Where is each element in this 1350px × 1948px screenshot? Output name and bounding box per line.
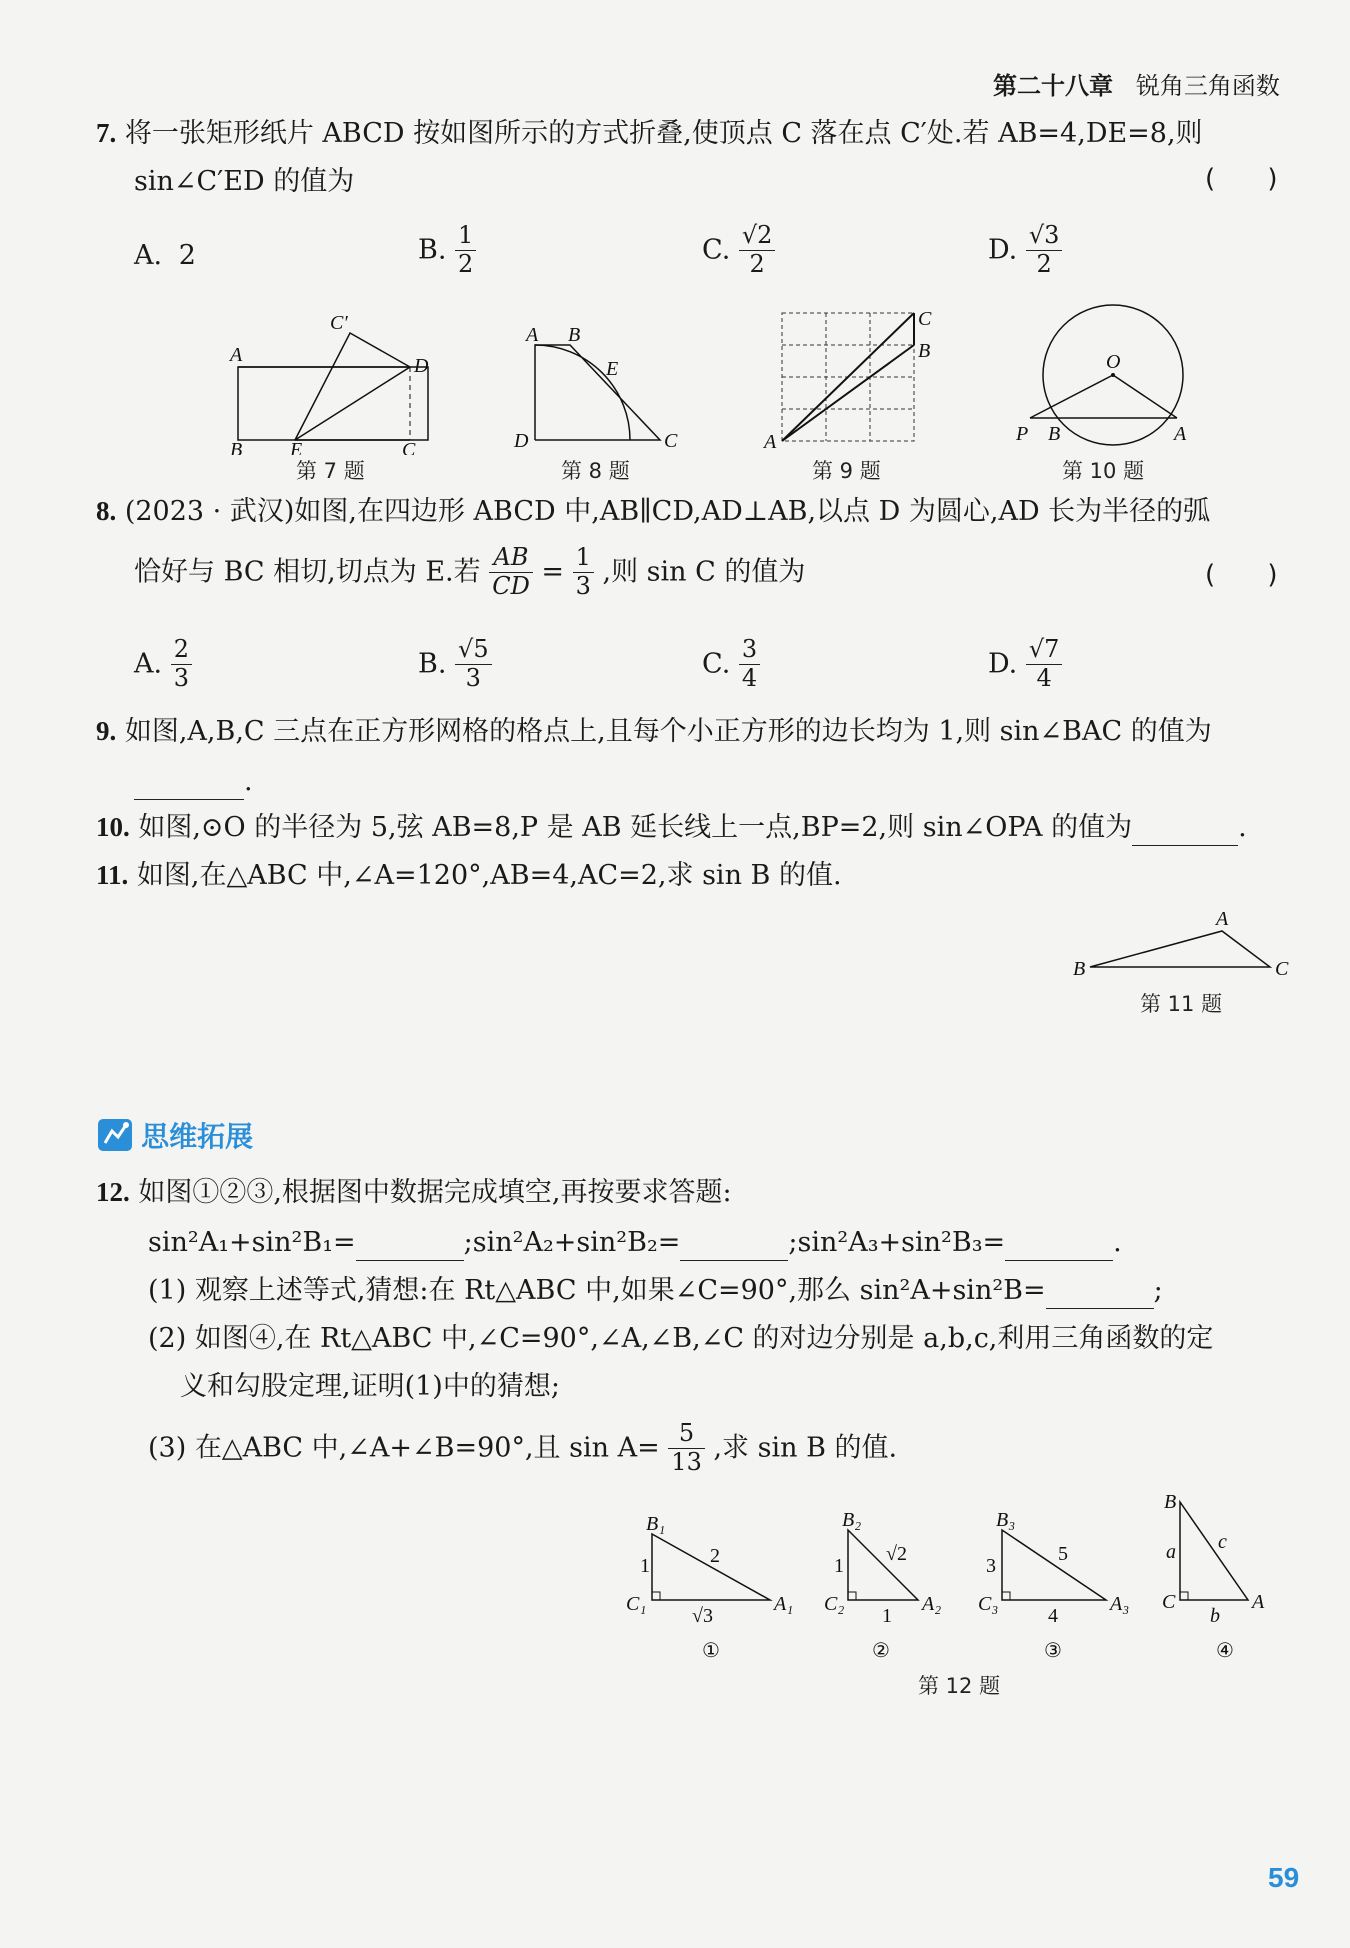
q7-number: 7.	[96, 118, 117, 148]
q7-option-a	[134, 240, 196, 271]
q8-option-a-frac: $\frac{2}{3}$	[171, 636, 192, 692]
q8-option-d	[988, 636, 1062, 692]
q12-blank-3[interactable]	[1005, 1225, 1113, 1261]
q7-option-c-label: C.	[702, 234, 731, 266]
q8-line2	[134, 544, 805, 600]
fig12-4-label-a: A	[1252, 1591, 1265, 1613]
q9-answer-blank[interactable]	[134, 764, 244, 800]
q7-option-d	[988, 222, 1062, 278]
q8-option-a-label: A.	[134, 648, 163, 680]
q8-answer-paren: ( )	[1205, 560, 1300, 590]
q7-option-a-label: A.	[134, 240, 163, 271]
fig12-3-side-3: 4	[1048, 1605, 1058, 1627]
q12-intro-line	[96, 1175, 732, 1210]
fig7-label-b: B	[230, 439, 243, 455]
fig12-2-mark: ②	[872, 1640, 890, 1662]
fig8-label-b: B	[568, 324, 581, 346]
section-title: 思维拓展	[141, 1120, 254, 1153]
section-header	[96, 1115, 253, 1155]
fig12-4-label-b: B	[1164, 1491, 1177, 1513]
q12-part-2-line2: 义和勾股定理,证明(1)中的猜想;	[180, 1371, 560, 1402]
fig12-2-side-2: √2	[886, 1543, 907, 1565]
q7-option-b-label: B.	[418, 234, 447, 266]
fig12-1-side-2: 2	[710, 1545, 720, 1567]
fig12-4-mark: ④	[1216, 1640, 1234, 1662]
q12-blank-2[interactable]	[680, 1225, 788, 1261]
q12-equations-end: .	[1113, 1227, 1122, 1258]
figure-11-caption: 第 11 题	[1140, 992, 1223, 1016]
q8-line1	[96, 494, 1210, 529]
q8-option-a	[134, 636, 192, 692]
q11-line	[96, 858, 842, 893]
chapter-title: 锐角三角函数	[1135, 72, 1280, 100]
fig11-label-b: B	[1073, 958, 1086, 980]
figure-9	[760, 305, 940, 455]
chapter-header	[993, 66, 1280, 101]
fig12-2-label-b: B₂	[842, 1509, 862, 1531]
fig12-3-label-b: B₃	[996, 1509, 1016, 1531]
q12-part-3	[148, 1420, 897, 1476]
q12-part-2-line1: (2) 如图④,在 Rt△ABC 中,∠C=90°,∠A,∠B,∠C 的对边分别是 a,b,c,利用三角函数的定	[148, 1323, 1214, 1354]
q8-option-d-frac: $\frac{√7}{4}$	[1026, 636, 1063, 692]
section-icon	[96, 1115, 136, 1155]
fig7-label-e: E	[290, 439, 303, 455]
q10-period: .	[1238, 812, 1247, 843]
fig12-3-label-a: A₃	[1110, 1593, 1130, 1615]
figure-12	[620, 1490, 1310, 1670]
q7-line1	[96, 116, 1203, 151]
q8-equals: =	[541, 556, 565, 588]
fig9-label-a: A	[764, 431, 777, 453]
figure-10-caption: 第 10 题	[1062, 459, 1145, 483]
fig11-label-c: C	[1275, 958, 1289, 980]
figure-7	[220, 315, 440, 455]
fig12-3-mark: ③	[1044, 1640, 1062, 1662]
q12-part-3-post: ,求 sin B 的值.	[713, 1432, 898, 1464]
q11-text: 如图,在△ABC 中,∠A=120°,AB=4,AC=2,求 sin B 的值.	[136, 860, 842, 891]
q10-text: 如图,⊙O 的半径为 5,弦 AB=8,P 是 AB 延长线上一点,BP=2,则 sin∠OPA 的值为	[138, 812, 1133, 843]
fig7-label-c: C	[402, 439, 416, 455]
fig8-label-c: C	[664, 430, 678, 452]
q12-intro: 如图①②③,根据图中数据完成填空,再按要求答题:	[138, 1177, 732, 1208]
q8-option-d-label: D.	[988, 648, 1018, 680]
q9-text: 如图,A,B,C 三点在正方形网格的格点上,且每个小正方形的边长均为 1,则 sin∠BAC 的值为	[124, 716, 1212, 747]
q7-option-a-value: 2	[178, 240, 196, 271]
figure-11	[1065, 905, 1295, 985]
q7-text-line2: sin∠C′ED 的值为	[134, 166, 355, 197]
fig9-label-b: B	[918, 340, 931, 362]
q9-line1	[96, 714, 1212, 749]
q12-part-3-pre: (3) 在△ABC 中,∠A+∠B=90°,且 sin A=	[148, 1432, 660, 1464]
figure-12-caption: 第 12 题	[918, 1674, 1001, 1698]
fig12-1-label-b: B₁	[646, 1513, 666, 1535]
q12-equations	[148, 1225, 1122, 1261]
fig12-1-mark: ①	[702, 1640, 720, 1662]
figure-9-caption: 第 9 题	[812, 459, 881, 483]
q7-option-c	[702, 222, 775, 278]
fig12-2-side-3: 1	[882, 1605, 892, 1627]
fig12-4-side-a: a	[1166, 1541, 1176, 1563]
q11-number: 11.	[96, 860, 129, 890]
q12-part-1-text: (1) 观察上述等式,猜想:在 Rt△ABC 中,如果∠C=90°,那么 sin²A+sin²B=	[148, 1275, 1046, 1306]
q8-text-line1: (2023 · 武汉)如图,在四边形 ABCD 中,AB∥CD,AD⊥AB,以点 D 为圆心,AD 长为半径的弧	[124, 496, 1211, 527]
fig12-3-side-1: 3	[986, 1555, 996, 1577]
fig12-1-label-a: A₁	[774, 1593, 794, 1615]
q10-number: 10.	[96, 812, 130, 842]
q7-option-c-frac: $\frac{√2}{2}$	[739, 222, 776, 278]
figure-8	[500, 315, 700, 455]
fig12-1-side-1: 1	[640, 1555, 650, 1577]
fig12-1-label-c: C₁	[626, 1593, 647, 1615]
fig12-1-side-3: √3	[692, 1605, 713, 1627]
fig8-label-a: A	[526, 324, 539, 346]
fig11-label-a: A	[1216, 908, 1229, 930]
q12-part-1	[148, 1273, 1163, 1309]
fig10-label-o: O	[1106, 351, 1121, 373]
q9-period: .	[244, 766, 253, 797]
fig7-label-d: D	[414, 355, 429, 377]
q7-text-line1: 将一张矩形纸片 ABCD 按如图所示的方式折叠,使顶点 C 落在点 C′处.若 AB=4,DE=8,则	[124, 118, 1203, 149]
figure-8-caption: 第 8 题	[561, 459, 630, 483]
figure-7-caption: 第 7 题	[296, 459, 365, 483]
fig7-label-c-prime: C′	[330, 315, 348, 334]
q12-part-3-fraction: $\frac{5}{13}$	[668, 1420, 705, 1476]
q8-text-line2-post: ,则 sin C 的值为	[602, 556, 806, 588]
q8-option-b-label: B.	[418, 648, 447, 680]
fig10-label-p: P	[1016, 423, 1029, 445]
q10-answer-blank[interactable]	[1132, 810, 1238, 846]
q12-blank-1[interactable]	[356, 1225, 464, 1261]
fig12-2-label-c: C₂	[824, 1593, 845, 1615]
q8-option-c	[702, 636, 760, 692]
fig10-label-b: B	[1048, 423, 1061, 445]
chapter-number: 第二十八章	[993, 72, 1113, 100]
q7-option-b	[418, 222, 476, 278]
q8-text-line2-pre: 恰好与 BC 相切,切点为 E.若	[134, 556, 481, 588]
q9-number: 9.	[96, 716, 117, 746]
q8-option-c-frac: $\frac{3}{4}$	[739, 636, 760, 692]
q9-line2	[134, 764, 253, 800]
q12-equation-1: sin²A₁+sin²B₁=	[148, 1227, 356, 1258]
q8-fraction-ab-cd: $\frac{AB}{CD}$	[489, 544, 533, 600]
page-number: 59	[1268, 1862, 1300, 1893]
fig12-4-side-b: b	[1210, 1605, 1220, 1627]
q10-line	[96, 810, 1247, 846]
fig12-2-side-1: 1	[834, 1555, 844, 1577]
q12-equation-2: ;sin²A₂+sin²B₂=	[463, 1227, 681, 1258]
fig8-label-d: D	[514, 430, 529, 452]
fig9-label-c: C	[918, 308, 932, 330]
q12-part-1-end: ;	[1153, 1275, 1163, 1306]
q7-answer-paren: ( )	[1205, 164, 1300, 194]
fig7-label-a: A	[230, 344, 243, 366]
q8-option-b	[418, 636, 492, 692]
fig12-2-label-a: A₂	[922, 1593, 942, 1615]
q8-option-b-frac: $\frac{√5}{3}$	[455, 636, 492, 692]
figure-10	[1010, 300, 1210, 455]
q8-fraction-one-third: $\frac{1}{3}$	[573, 544, 594, 600]
q12-equation-3: ;sin²A₃+sin²B₃=	[788, 1227, 1006, 1258]
q7-option-b-frac: $\frac{1}{2}$	[455, 222, 476, 278]
q7-option-d-frac: $\frac{√3}{2}$	[1026, 222, 1063, 278]
q8-number: 8.	[96, 496, 117, 526]
q12-number: 12.	[96, 1177, 130, 1207]
fig12-4-label-c: C	[1162, 1591, 1176, 1613]
fig12-3-side-2: 5	[1058, 1543, 1068, 1565]
q7-option-d-label: D.	[988, 234, 1018, 266]
fig12-3-label-c: C₃	[978, 1593, 999, 1615]
fig10-label-a: A	[1174, 423, 1187, 445]
q8-option-c-label: C.	[702, 648, 731, 680]
fig8-label-e: E	[606, 358, 619, 380]
q12-part-1-blank[interactable]	[1046, 1273, 1154, 1309]
fig12-4-side-c: c	[1218, 1531, 1227, 1553]
